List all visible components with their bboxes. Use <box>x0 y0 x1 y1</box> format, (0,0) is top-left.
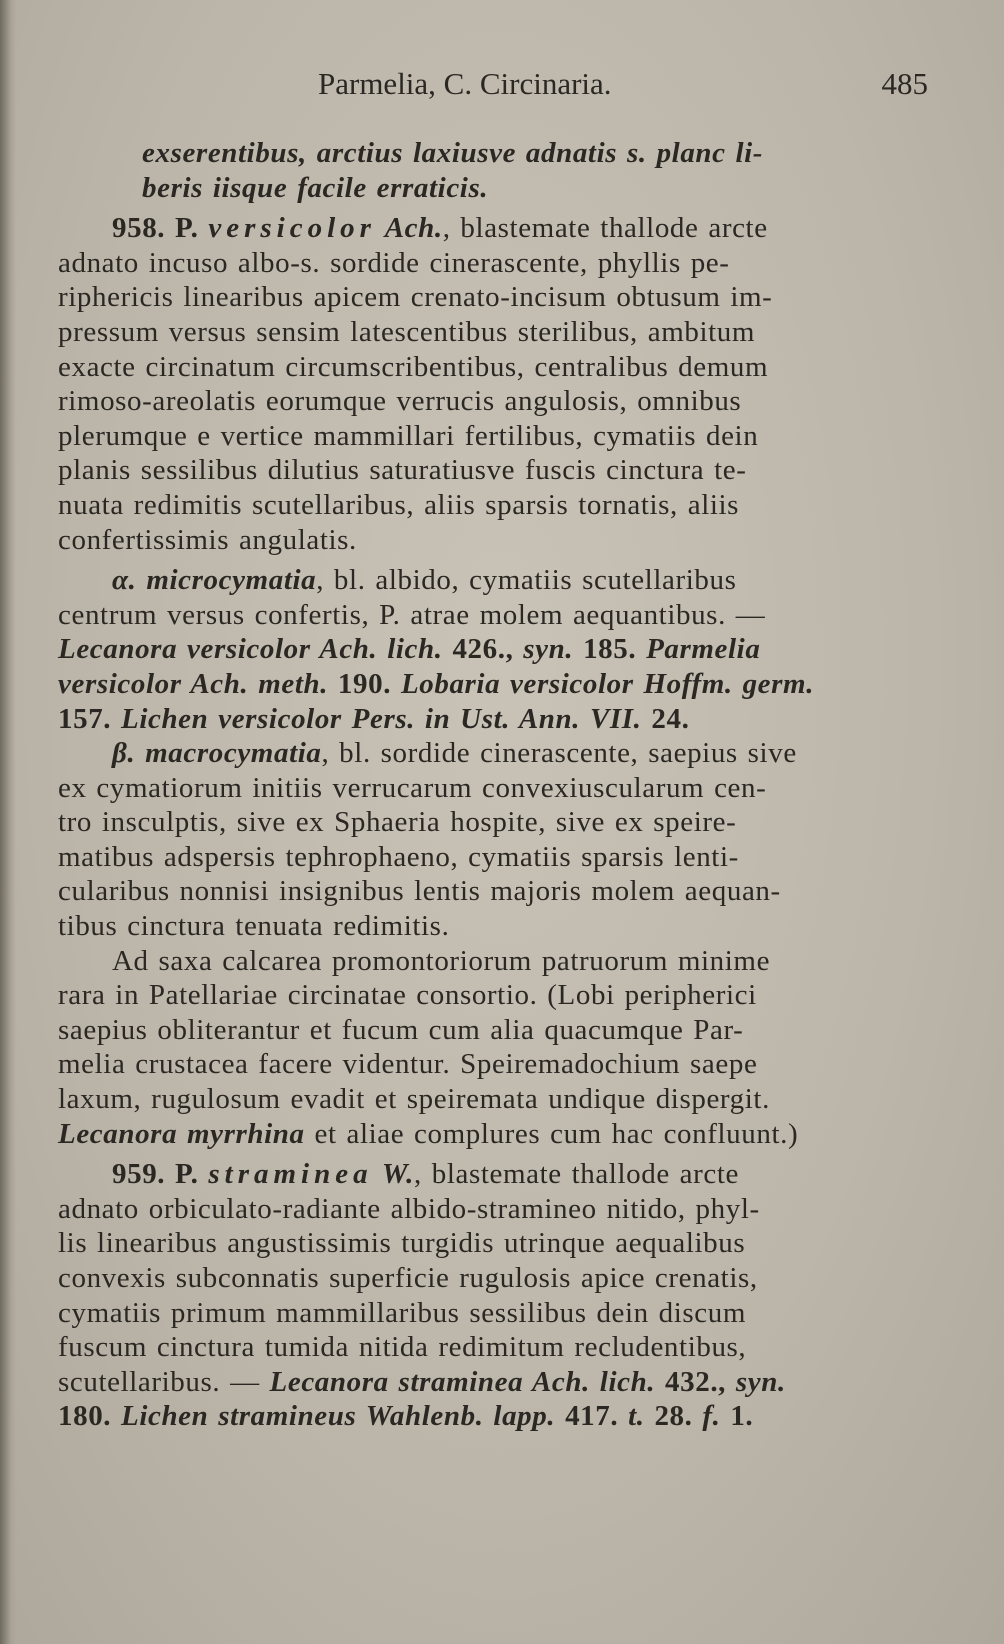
text-segment: , blastemate thallode arcte <box>442 212 768 245</box>
text-line <box>58 944 928 979</box>
text-segment: adnato incuso albo-s. sordide cinerascente, phyllis pe- <box>58 246 730 279</box>
text-segment: versicolor Ach. meth. <box>58 667 329 700</box>
text-segment: adnato orbiculato-radiante albido-stramineo nitido, phyl- <box>58 1192 760 1225</box>
text-line <box>58 1047 928 1082</box>
text-segment: 180. <box>58 1400 121 1433</box>
text-line <box>58 702 928 737</box>
text-segment: exacte circinatum circumscribentibus, centralibus demum <box>58 350 769 383</box>
text-line <box>58 1157 928 1192</box>
body-text <box>58 136 928 1434</box>
text-segment: syn. <box>735 1365 786 1398</box>
text-segment: α. microcymatia <box>112 564 317 597</box>
text-segment: Lecanora straminea Ach. lich. <box>269 1365 656 1398</box>
text-segment: Ad saxa calcarea promontoriorum patruorum minime <box>112 944 771 977</box>
text-line <box>58 1117 928 1152</box>
text-line <box>58 419 928 454</box>
text-segment: scutellaribus. — <box>58 1365 270 1398</box>
text-segment: melia crustacea facere videntur. Speiremadochium saepe <box>58 1048 758 1081</box>
text-segment: t. <box>628 1400 645 1433</box>
text-line <box>58 1365 928 1400</box>
text-segment: 24. <box>641 702 690 735</box>
page-number: 485 <box>881 66 928 101</box>
text-line <box>58 1192 928 1227</box>
text-line <box>58 523 928 558</box>
text-segment: 417. <box>555 1400 629 1433</box>
text-segment: Lobaria versicolor Hoffm. germ. <box>400 667 815 700</box>
text-segment: W. <box>372 1158 415 1191</box>
text-line <box>58 315 928 350</box>
text-segment: centrum versus confertis, P. atrae molem aequantibus. — <box>58 598 766 631</box>
text-line <box>58 1226 928 1261</box>
text-segment: laxum, rugulosum evadit et speiremata undique dispergit. <box>58 1083 770 1116</box>
text-segment: , blastemate thallode arcte <box>414 1158 739 1191</box>
text-line <box>58 598 928 633</box>
text-segment: Lichen versicolor Pers. in Ust. Ann. VII. <box>121 702 642 735</box>
text-segment: beris iisque facile erraticis. <box>142 171 489 204</box>
text-segment: , bl. albido, cymatiis scutellaribus <box>316 564 737 597</box>
text-segment: confertissimis angulatis. <box>58 523 357 556</box>
text-segment: 185. <box>573 633 647 666</box>
text-segment: matibus adspersis tephrophaeno, cymatiis sparsis lenti- <box>58 840 739 873</box>
text-segment: planis sessilibus dilutius saturatiusve fuscis cinctura te- <box>58 454 747 487</box>
text-segment: 190. <box>328 667 401 700</box>
text-segment: syn. <box>523 633 574 666</box>
text-line <box>58 667 928 702</box>
text-line <box>58 280 928 315</box>
text-line <box>58 840 928 875</box>
text-line <box>58 1296 928 1331</box>
text-segment: saepius obliterantur et fucum cum alia quacumque Par- <box>58 1013 744 1046</box>
text-segment: straminea <box>208 1158 373 1191</box>
text-line <box>58 350 928 385</box>
text-segment: 426., <box>442 633 524 666</box>
text-line <box>58 1330 928 1365</box>
text-segment: β. macrocymatia <box>112 737 322 770</box>
text-line <box>58 771 928 806</box>
text-segment: Lichen stramineus Wahlenb. lapp. <box>121 1400 556 1433</box>
text-line <box>58 171 928 206</box>
text-line <box>58 1082 928 1117</box>
text-segment: tro insculptis, sive ex Sphaeria hospite, sive ex speire- <box>58 806 737 839</box>
text-segment: Ach. <box>375 212 443 245</box>
text-line <box>58 384 928 419</box>
text-line <box>58 453 928 488</box>
text-segment: 432., <box>655 1365 736 1398</box>
text-segment: 959. P. <box>112 1158 209 1191</box>
text-line <box>58 246 928 281</box>
running-title: Parmelia, C. Circinaria. <box>318 66 612 101</box>
text-segment: fuscum cinctura tumida nitida redimitum recludentibus, <box>58 1331 747 1364</box>
text-segment: Lecanora versicolor Ach. lich. <box>58 633 443 666</box>
text-segment: f. <box>702 1400 721 1433</box>
text-line <box>58 978 928 1013</box>
text-segment: versicolor <box>208 212 376 245</box>
text-line <box>58 874 928 909</box>
text-segment: Lecanora myrrhina <box>58 1117 305 1150</box>
text-segment: ex cymatiorum initiis verrucarum convexiuscularum cen- <box>58 771 767 804</box>
text-line <box>58 632 928 667</box>
text-line <box>58 1261 928 1296</box>
text-segment: pressum versus sensim latescentibus sterilibus, ambitum <box>58 315 756 348</box>
text-segment: 157. <box>58 702 121 735</box>
text-segment: nuata redimitis scutellaribus, aliis sparsis tornatis, aliis <box>58 488 740 521</box>
text-line <box>58 563 928 598</box>
page-edge-shadow <box>0 0 16 1644</box>
text-segment: plerumque e vertice mammillari fertilibus, cymatiis dein <box>58 419 759 452</box>
text-segment: Parmelia <box>646 633 761 666</box>
text-line <box>58 909 928 944</box>
text-segment: cularibus nonnisi insignibus lentis majoris molem aequan- <box>58 875 781 908</box>
text-segment: riphericis linearibus apicem crenato-incisum obtusum im- <box>58 281 773 314</box>
text-segment: cymatiis primum mammillaribus sessilibus dein discum <box>58 1296 747 1329</box>
text-segment: convexis subconnatis superficie rugulosis apice crenatis, <box>58 1262 758 1294</box>
text-segment: tibus cinctura tenuata redimitis. <box>58 910 450 943</box>
text-segment: 1. <box>720 1400 754 1433</box>
text-line <box>58 805 928 840</box>
text-segment: lis linearibus angustissimis turgidis utrinque aequalibus <box>58 1227 746 1260</box>
text-segment: exserentibus, arctius laxiusve adnatis s. planc li- <box>142 137 764 169</box>
text-line <box>58 211 928 246</box>
text-segment: rara in Patellariae circinatae consortio. (Lobi peripherici <box>58 979 757 1012</box>
text-line <box>58 736 928 771</box>
text-segment: 958. P. <box>112 212 209 245</box>
text-segment: et aliae complures cum hac confluunt.) <box>304 1117 799 1150</box>
text-line <box>58 136 928 171</box>
text-line <box>58 1013 928 1048</box>
text-line <box>58 1399 928 1434</box>
page-header <box>318 66 928 106</box>
text-segment: , bl. sordide cinerascente, saepius sive <box>321 737 797 770</box>
text-segment: 28. <box>644 1400 703 1433</box>
text-segment: rimoso-areolatis eorumque verrucis angulosis, omnibus <box>58 385 742 418</box>
text-line <box>58 488 928 523</box>
